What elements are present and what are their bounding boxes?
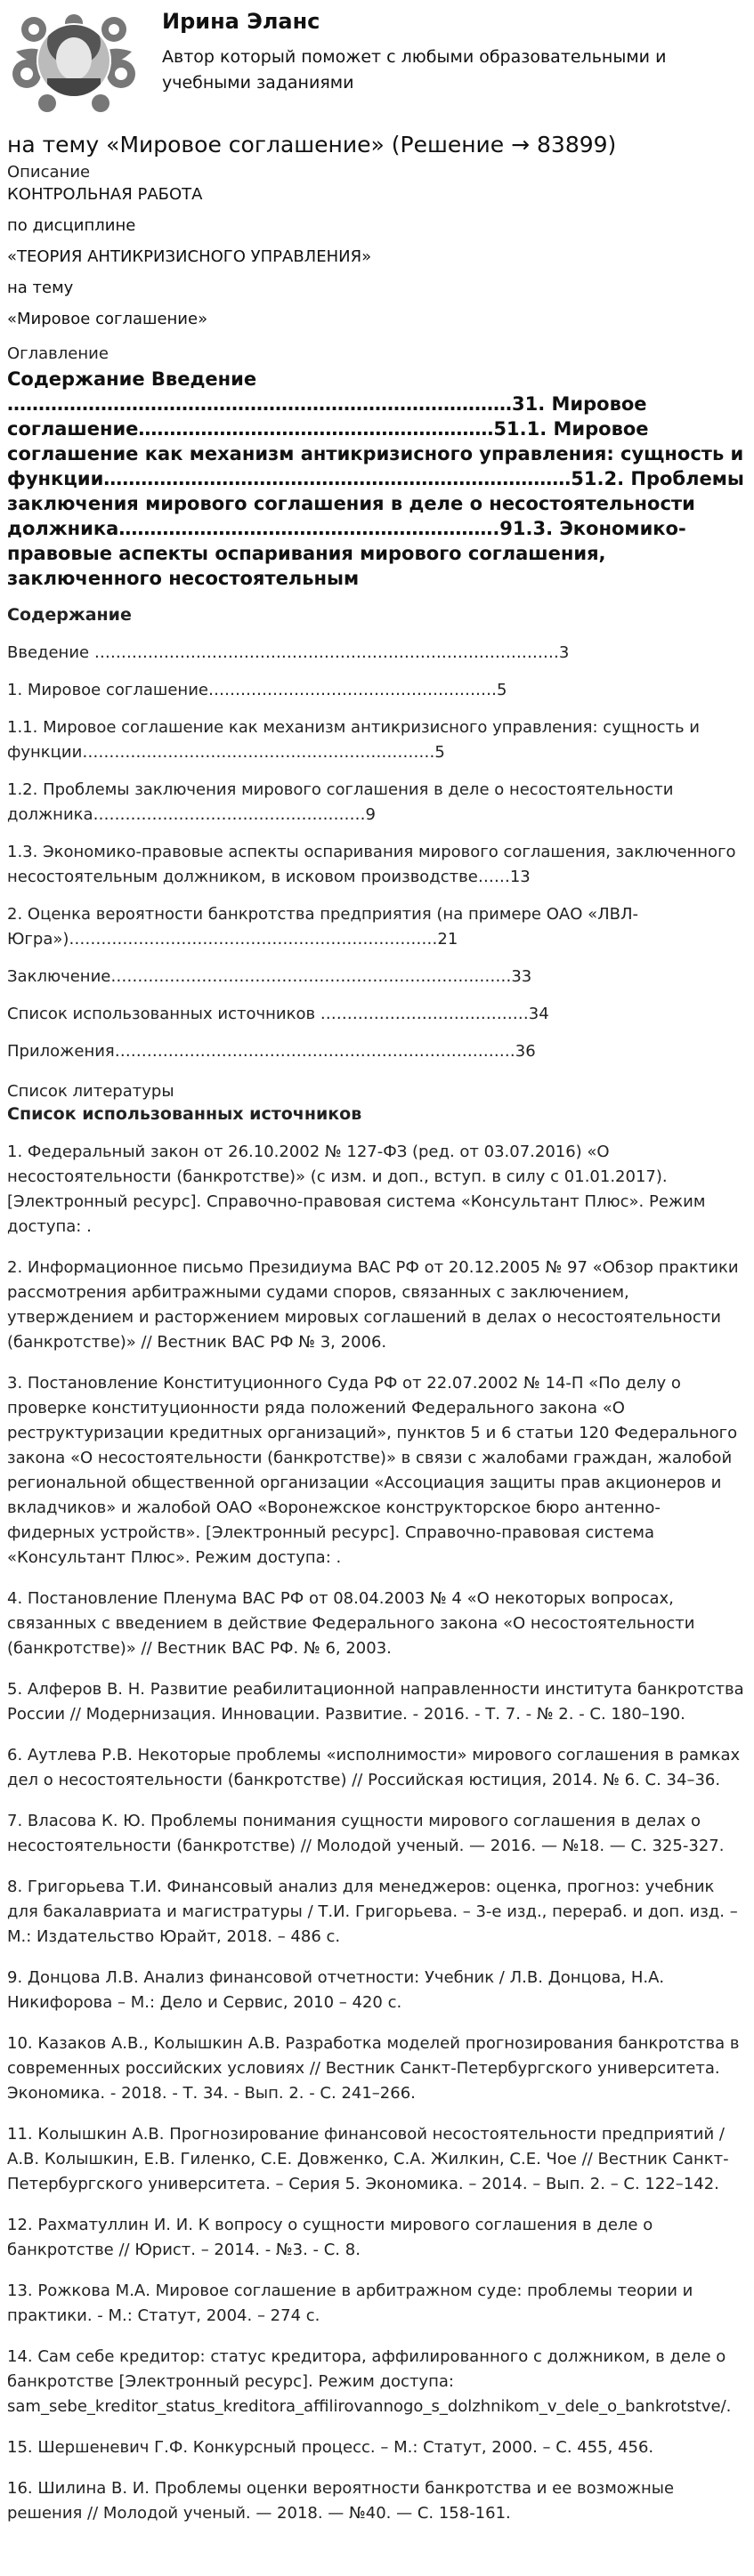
toc-item: Заключение…………………………………………………………………33 — [7, 967, 532, 986]
reference-item: 6. Аутлева Р.В. Некоторые проблемы «исполнимости» мирового соглашения в рамках дел о несостоятельности (банкротстве) // Российская юстиция, 2014. № 6. С. 34–36. — [7, 1746, 741, 1789]
author-description: Автор который поможет с любыми образовательными и учебными заданиями — [162, 47, 667, 93]
toc-heading: Содержание — [7, 605, 132, 625]
reference-item: 7. Власова К. Ю. Проблемы понимания сущности мирового соглашения в делах о несостоятельности (банкротстве) // Молодой ученый. — 2016. — №18. — С. 325-327. — [7, 1812, 725, 1855]
table-of-contents — [7, 641, 747, 1064]
toc-item: 1. Мировое соглашение………………………………………………5 — [7, 681, 507, 699]
description-line: «Мировое соглашение» — [7, 310, 208, 328]
description-line: по дисциплине — [7, 216, 136, 235]
author-header — [0, 0, 754, 125]
description-line: «ТЕОРИЯ АНТИКРИЗИСНОГО УПРАВЛЕНИЯ» — [7, 247, 372, 266]
toc-item: 1.3. Экономико-правовые аспекты оспаривания мирового соглашения, заключенного несостоятельным должником, в исковом производстве……13 — [7, 843, 736, 886]
author-name[interactable]: Ирина Эланс — [162, 9, 320, 34]
reference-list — [7, 1140, 747, 2526]
reference-item: 16. Шилина В. И. Проблемы оценки вероятности банкротства и ее возможные решения // Молодой ученый. — 2018. — №40. — С. 158-161. — [7, 2479, 675, 2523]
literature-label: Список литературы — [7, 1082, 174, 1101]
reference-item: 15. Шершеневич Г.Ф. Конкурсный процесс. – М.: Статут, 2000. – С. 455, 456. — [7, 2438, 654, 2457]
toc-item: Список использованных источников …………………………………34 — [7, 1005, 549, 1023]
description-label: Описание — [7, 163, 91, 182]
sources-heading: Список использованных источников — [7, 1104, 362, 1124]
outline-text: Содержание Введение ………………………………………………………………………31. Мировое соглашение…………………………………………………51.1. Мировое соглашение как механизм антикризисного управления: сущность и функции…………………………………………………………………51.2. Проблемы заключения мирового соглашения в деле о несостоятельности должника…………………………………………………….91.3. Экономико-правовые аспекты оспаривания мирового соглашения, заключенного несостоятельным — [7, 368, 744, 589]
reference-item: 12. Рахматуллин И. И. К вопросу о сущности мирового соглашения в деле о банкротстве // Юрист. – 2014. - №3. - С. 8. — [7, 2216, 653, 2259]
toc-item: Введение ……………………………………………………………………………3 — [7, 643, 570, 662]
reference-item: 13. Рожкова М.А. Мировое соглашение в арбитражном суде: проблемы теории и практики. - М.: Статут, 2004. – 274 с. — [7, 2281, 693, 2325]
reference-item: 5. Алферов В. Н. Развитие реабилитационной направленности института банкротства России // Модернизация. Инновации. Развитие. - 2016. - Т. 7. - № 2. - С. 180–190. — [7, 1680, 744, 1724]
reference-item: 14. Сам себе кредитор: статус кредитора, аффилированного с должником, в деле о банкротстве [Электронный ресурс]. Режим доступа: sam_sebe_kreditor_status_kreditora_affilirovannogo_s_dolzhnikom_v_dele_o_bankrotstve/. — [7, 2347, 732, 2416]
reference-item: 3. Постановление Конституционного Суда РФ от 22.07.2002 № 14-П «По делу о проверке конституционности ряда положений Федерального закона «О реструктуризации кредитных организаций», пунктов 5 и 6 статьи 120 Федерального закона «О несостоятельности (банкротстве)» в связи с жалобами граждан, жалобой региональной общественной организации «Ассоциация защиты прав акционеров и вкладчиков» и жалобой ОАО «Воронежское конструкторское бюро антенно-фидерных устройств». [Электронный ресурс]. Справочно-правовая система «Консультант Плюс». Режим доступа: . — [7, 1374, 738, 1567]
outline-label: Оглавление — [7, 344, 109, 363]
reference-item: 2. Информационное письмо Президиума ВАС РФ от 20.12.2005 № 97 «Обзор практики рассмотрения арбитражными судами споров, связанных с заключением, утверждением и расторжением мировых соглашений в делах о несостоятельности (банкротстве)» // Вестник ВАС РФ № 3, 2006. — [7, 1258, 739, 1352]
toc-item: Приложения…………………………………………………………………36 — [7, 1042, 536, 1061]
reference-item: 11. Колышкин А.В. Прогнозирование финансовой несостоятельности предприятий / А.В. Колышкин, Е.В. Гиленко, С.Е. Довженко, С.А. Жилкин, С.Е. Чое // Вестник Санкт-Петербургского университета. – Серия 5. Экономика. – 2014. – Вып. 2. – С. 122–142. — [7, 2125, 729, 2193]
reference-item: 1. Федеральный закон от 26.10.2002 № 127-ФЗ (ред. от 03.07.2016) «О несостоятельности (банкротстве)» (с изм. и доп., вступ. в силу с 01.01.2017). [Электронный ресурс]. Справочно-правовая система «Консультант Плюс». Режим доступа: . — [7, 1143, 706, 1236]
author-avatar[interactable] — [7, 7, 141, 114]
description-line: на тему — [7, 279, 74, 297]
reference-item: 9. Донцова Л.В. Анализ финансовой отчетности: Учебник / Л.В. Донцова, Н.А. Никифорова – М.: Дело и Сервис, 2010 – 420 с. — [7, 1968, 665, 2012]
description-line: КОНТРОЛЬНАЯ РАБОТА — [7, 185, 203, 204]
toc-item: 1.1. Мировое соглашение как механизм антикризисного управления: сущность и функции…………………………………………………………5 — [7, 718, 700, 762]
document-body — [0, 132, 754, 2526]
toc-item: 1.2. Проблемы заключения мирового соглашения в деле о несостоятельности должника……………………………………………9 — [7, 780, 674, 824]
toc-item: 2. Оценка вероятности банкротства предприятия (на примере ОАО «ЛВЛ-Югра»)……………………………………………………………21 — [7, 905, 639, 949]
reference-item: 10. Казаков А.В., Колышкин А.В. Разработка моделей прогнозирования банкротства в современных российских условиях // Вестник Санкт-Петербургского университета. Экономика. - 2018. - Т. 34. - Вып. 2. - С. 241–266. — [7, 2034, 740, 2103]
reference-item: 8. Григорьева Т.И. Финансовый анализ для менеджеров: оценка, прогноз: учебник для бакалавриата и магистратуры / Т.И. Григорьева. – 3-е изд., перераб. и доп. изд. – М.: Издательство Юрайт, 2018. – 486 с. — [7, 1877, 738, 1946]
reference-item: 4. Постановление Пленума ВАС РФ от 08.04.2003 № 4 «О некоторых вопросах, связанных с введением в действие Федерального закона «О несостоятельности (банкротстве)» // Вестник ВАС РФ. № 6, 2003. — [7, 1589, 695, 1658]
page-title: на тему «Мировое соглашение» (Решение → 83899) — [7, 132, 617, 157]
